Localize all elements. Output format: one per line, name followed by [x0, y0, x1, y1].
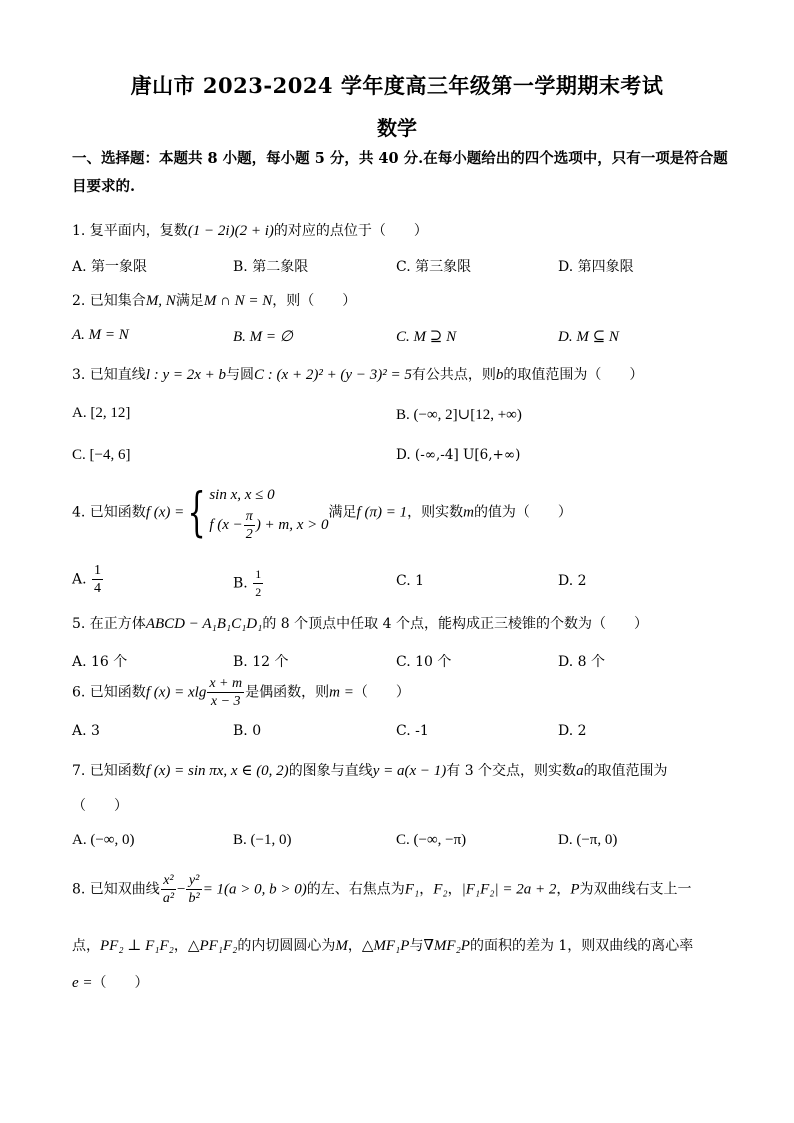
q3-option-a[interactable]: A. [2, 12]	[72, 405, 131, 421]
q4-option-c[interactable]: C. 1	[396, 573, 425, 589]
question-4: 4. 已知函数f (x) ={ sin x, x ≤ 0 f (x − $\frac{\pi}{2}$ ) + m, x > 0 满足f (π) = 1，则实数m的值为（ ）	[72, 482, 572, 543]
question-8-line-3: e =（ ）	[72, 975, 149, 991]
question-7: 7. 已知函数f (x) = sin πx, x ∈ (0, 2)的图象与直线y = a(x − 1)有 3 个交点，则实数a的取值范围为	[72, 763, 668, 779]
q6-option-d[interactable]: D. 2	[558, 723, 587, 739]
question-3: 3. 已知直线l : y = 2x + b与圆C : (x + 2)² + (y − 3)² = 5有公共点，则b的取值范围为（ ）	[72, 367, 644, 383]
piecewise-brace: {	[187, 482, 206, 543]
q1-expression: (1 − 2i)(2 + i)	[187, 223, 274, 239]
q4-option-d[interactable]: D. 2	[558, 573, 587, 589]
q3-option-b[interactable]: B. (−∞, 2]∪[12, +∞)	[396, 407, 522, 423]
q4-option-a[interactable]: A. $\frac{1}{4}$	[72, 563, 102, 596]
subject-title: 数学	[377, 116, 417, 140]
question-8-line-2: 点，PF₂ ⊥ F₁F₂，△PF₁F₂的内切圆圆心为M，△MF₁P与∇MF₂P的面积的差为 1，则双曲线的离心率	[72, 938, 694, 954]
q3-option-c[interactable]: C. [−4, 6]	[72, 447, 131, 463]
q7-option-c[interactable]: C. (−∞, −π)	[396, 832, 467, 848]
q5-option-a[interactable]: A. 16 个	[72, 654, 128, 670]
q5-option-d[interactable]: D. 8 个	[558, 654, 605, 670]
question-5: 5. 在正方体ABCD − A₁B₁C₁D₁的 8 个顶点中任取 4 个点，能构成正三棱锥的个数为（ ）	[72, 616, 648, 632]
q1-option-c[interactable]: C. 第三象限	[396, 259, 472, 275]
q5-option-c[interactable]: C. 10 个	[396, 654, 452, 670]
question-6: 6. 已知函数f (x) = xlg $\frac{x + m}{x - 3}$ 是偶函数，则m =（ ）	[72, 676, 410, 709]
q1-option-d[interactable]: D. 第四象限	[558, 259, 634, 275]
piecewise-cases: sin x, x ≤ 0 f (x − $\frac{\pi}{2}$ ) + m, x > 0	[209, 487, 329, 542]
q6-option-a[interactable]: A. 3	[72, 723, 100, 739]
question-7-cont: （ ）	[72, 798, 128, 814]
q3-option-d[interactable]: D. (-∞,-4] U[6,+∞)	[396, 447, 521, 463]
q2-option-c[interactable]: C. M ⊇ N	[396, 329, 457, 345]
q2-option-d[interactable]: D. M ⊆ N	[558, 329, 619, 345]
q6-option-c[interactable]: C. -1	[396, 723, 429, 739]
q2-option-a[interactable]: A. M = N	[72, 327, 129, 343]
q7-option-a[interactable]: A. (−∞, 0)	[72, 832, 135, 848]
q4-option-b[interactable]: B. $\frac{1}{2}$	[233, 567, 262, 599]
q1-option-b[interactable]: B. 第二象限	[233, 259, 309, 275]
q5-option-b[interactable]: B. 12 个	[233, 654, 289, 670]
q7-option-b[interactable]: B. (−1, 0)	[233, 832, 292, 848]
q1-option-a[interactable]: A. 第一象限	[72, 259, 148, 275]
question-8: 8. 已知双曲线 $\frac{\text{x²}}{\text{a²}}$ − $\frac{\text{y²}}{\text{b²}}$ = 1(a > 0, b > 0)的左、右焦点为F₁，F₂，|F₁F₂| = 2a + 2，P为双曲线右支上一	[72, 873, 692, 906]
section-heading: 一、选择题：本题共 8 小题，每小题 5 分，共 40 分.在每小题给出的四个选项中，只有一项是符合题目要求的.	[72, 150, 728, 195]
q7-option-d[interactable]: D. (−π, 0)	[558, 832, 618, 848]
q6-option-b[interactable]: B. 0	[233, 723, 262, 739]
exam-title: 唐山市 2023-2024 学年度高三年级第一学期期末考试	[130, 73, 664, 98]
question-2: 2. 已知集合M, N满足M ∩ N = N，则（ ）	[72, 293, 357, 309]
q2-option-b[interactable]: B. M = ∅	[233, 329, 293, 345]
question-1: 1. 复平面内，复数(1 − 2i)(2 + i)的对应的点位于（ ）	[72, 223, 428, 239]
